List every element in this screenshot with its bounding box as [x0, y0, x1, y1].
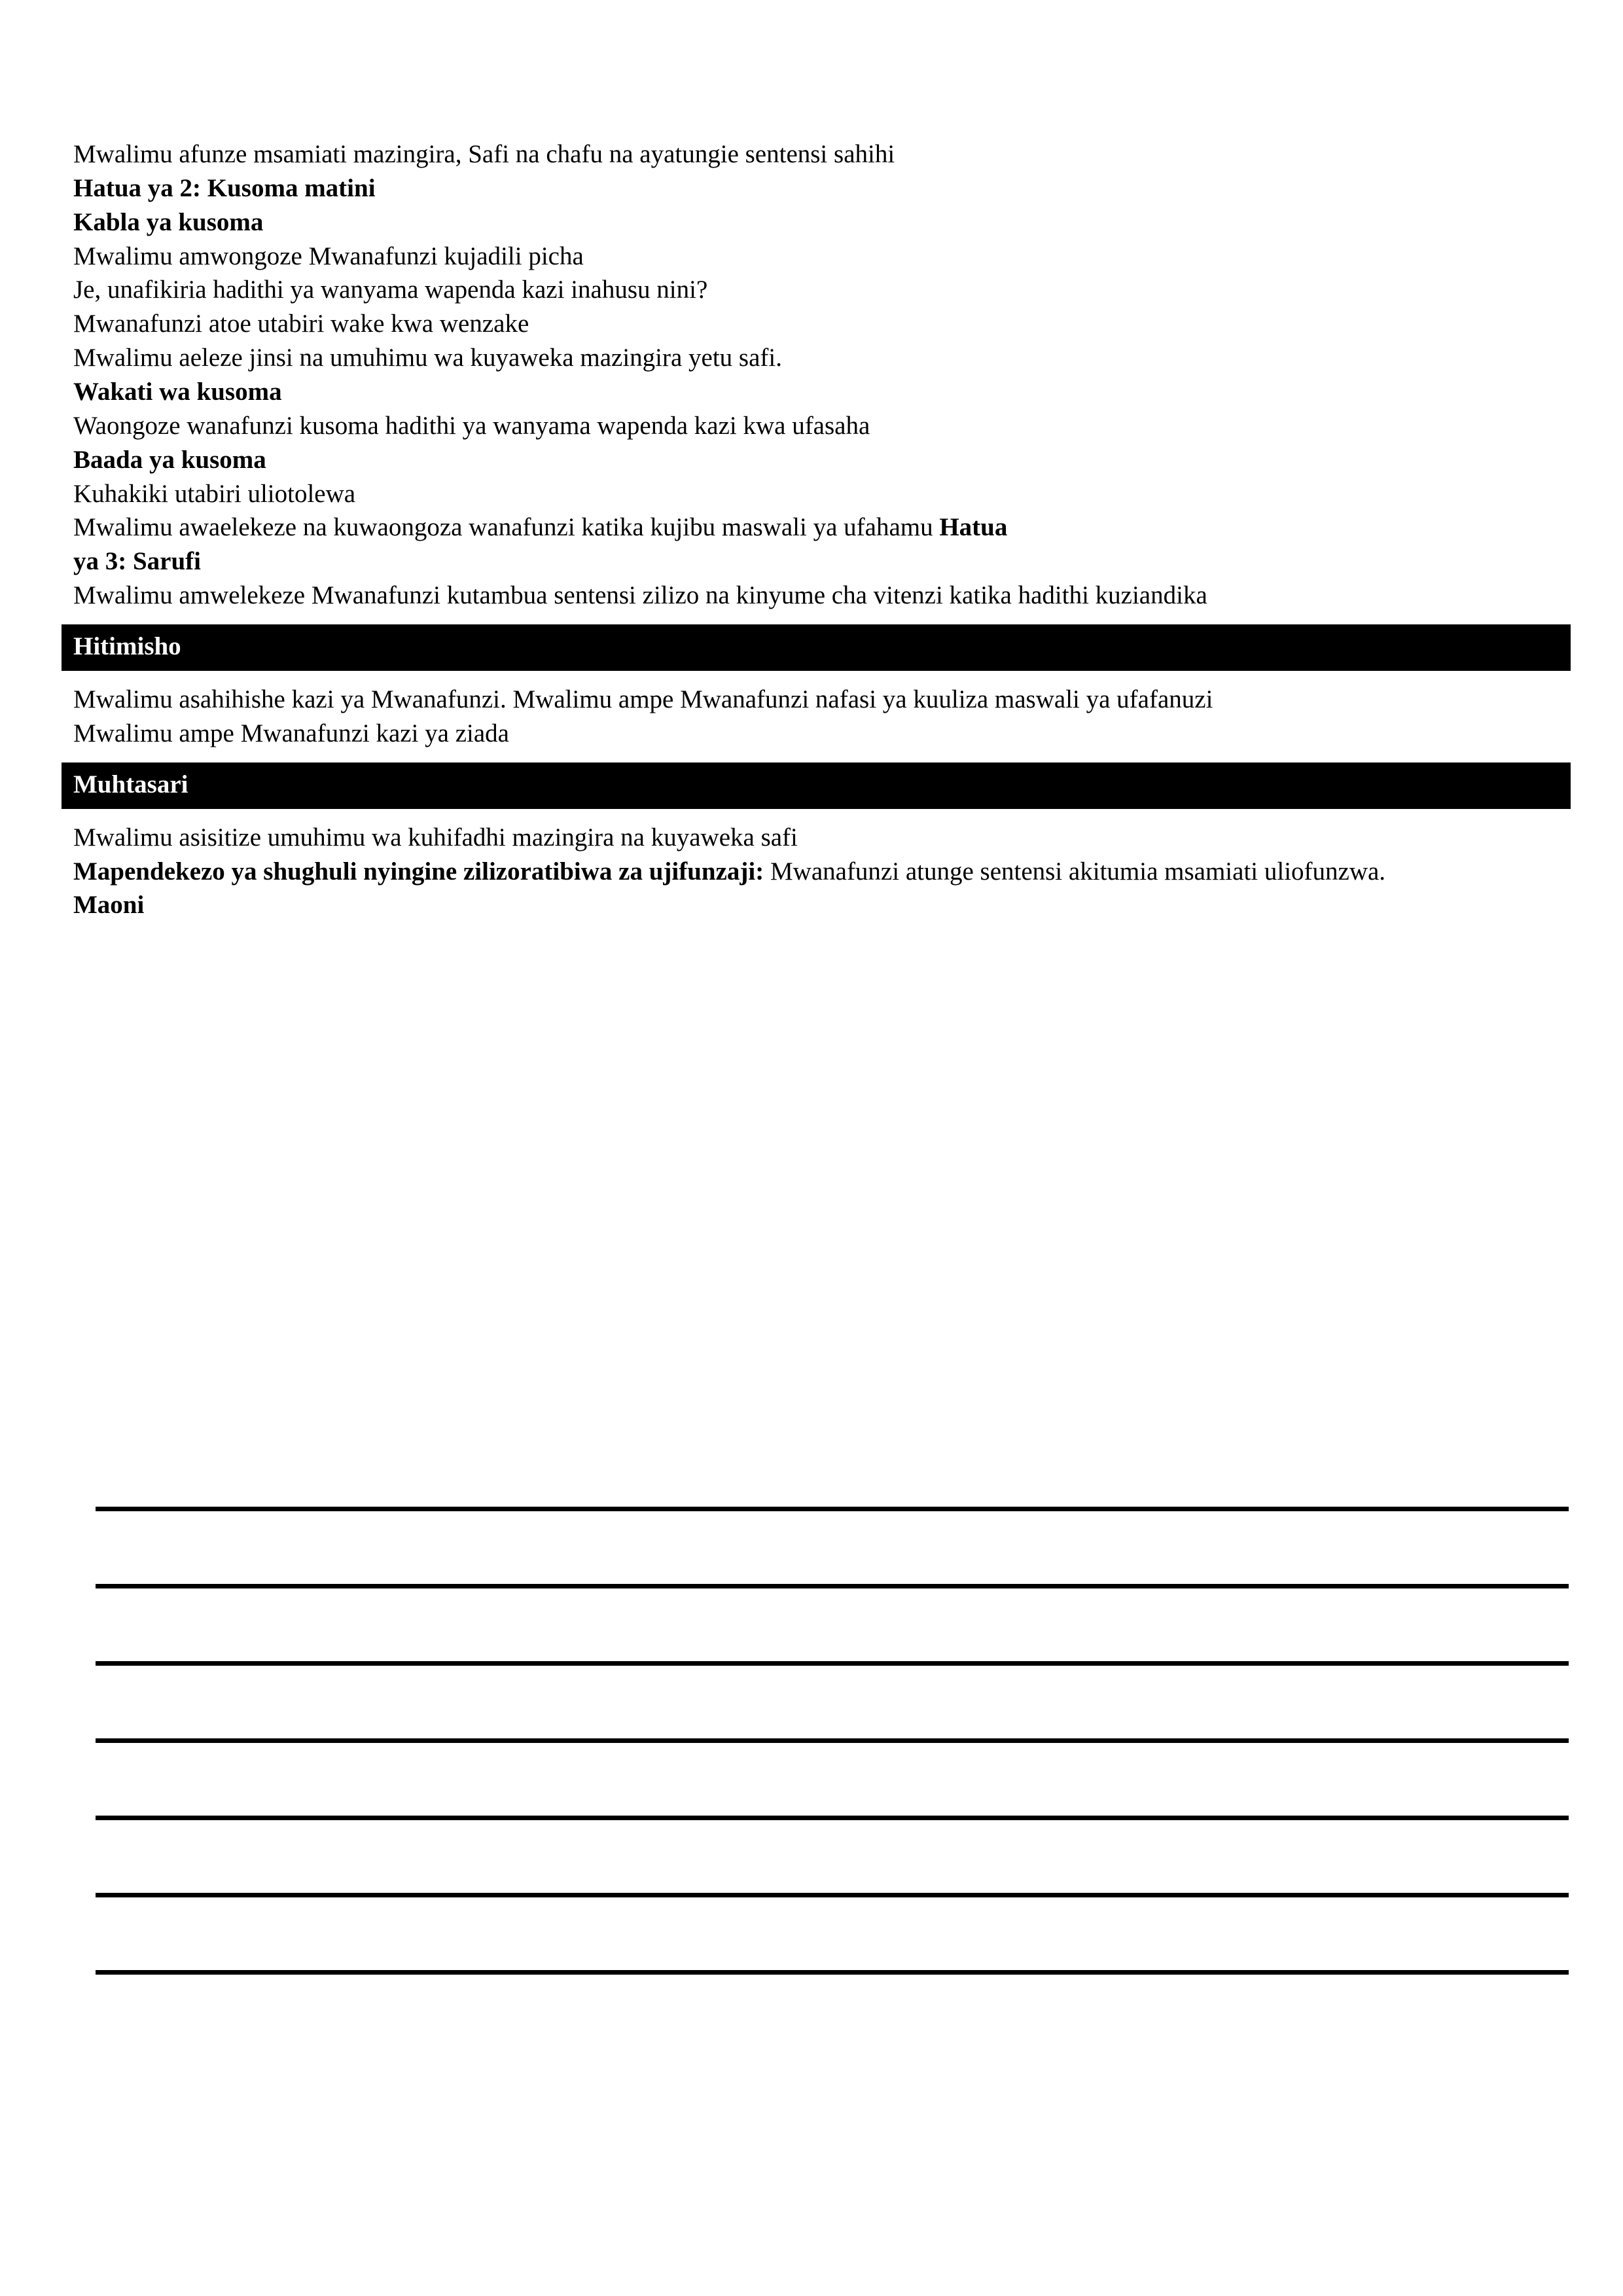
- paragraph-extra-work: Mwalimu ampe Mwanafunzi kazi ya ziada: [73, 719, 509, 747]
- paragraph-guided-reading: Waongoze wanafunzi kusoma hadithi ya wanyama wapenda kazi kwa ufasaha: [73, 411, 870, 440]
- paragraph-prediction-question: Je, unafikiria hadithi ya wanyama wapenda kazi inahusu nini?: [73, 276, 708, 304]
- paragraph-discuss-picture: Mwalimu amwongoze Mwanafunzi kujadili picha: [73, 242, 584, 270]
- answer-line[interactable]: [96, 1816, 1569, 1820]
- paragraph-teacher-marks-work: Mwalimu asahihishe kazi ya Mwanafunzi. Mwalimu ampe Mwanafunzi nafasi ya kuuliza maswali ya ufafanuzi: [73, 685, 1213, 714]
- paragraph-grammar-task: Mwalimu amwelekeze Mwanafunzi kutambua sentensi zilizo na kinyume cha vitenzi katika hadithi kuziandika: [73, 581, 1207, 610]
- answer-line[interactable]: [96, 1584, 1569, 1588]
- paragraph-comprehension-text: Mwalimu awaelekeze na kuwaongoza wanafunzi katika kujibu maswali ya ufahamu: [73, 513, 940, 542]
- answer-line[interactable]: [96, 1893, 1569, 1897]
- document-body: [73, 137, 1571, 922]
- comment-answer-lines: [96, 1507, 1569, 1975]
- paragraph-vocabulary-objective: Mwalimu afunze msamiati mazingira, Safi na chafu na ayatungie sentensi sahihi: [73, 140, 895, 168]
- paragraph-recommended-activities: [73, 855, 1571, 889]
- label-mapendekezo: Mapendekezo ya shughuli nyingine zilizoratibiwa za ujifunzaji:: [73, 857, 764, 886]
- heading-kabla-ya-kusoma: Kabla ya kusoma: [73, 207, 264, 236]
- section-banner-hitimisho: Hitimisho: [62, 624, 1571, 671]
- paragraph-student-prediction: Mwanafunzi atoe utabiri wake kwa wenzake: [73, 310, 529, 338]
- paragraph-recommended-activities-text: Mwanafunzi atunge sentensi akitumia msamiati uliofunzwa.: [764, 857, 1386, 886]
- heading-ya-3-sarufi: ya 3: Sarufi: [73, 547, 201, 576]
- answer-line[interactable]: [96, 1661, 1569, 1666]
- heading-wakati-wa-kusoma: Wakati wa kusoma: [73, 378, 282, 406]
- answer-line[interactable]: [96, 1738, 1569, 1743]
- paragraph-environment-importance: Mwalimu aeleze jinsi na umuhimu wa kuyaweka mazingira yetu safi.: [73, 344, 782, 372]
- answer-line[interactable]: [96, 1970, 1569, 1975]
- section-banner-muhtasari: Muhtasari: [62, 762, 1571, 809]
- heading-hatua-fragment: Hatua: [939, 513, 1008, 542]
- paragraph-summary-emphasis: Mwalimu asisitize umuhimu wa kuhifadhi mazingira na kuyaweka safi: [73, 823, 798, 852]
- heading-baada-ya-kusoma: Baada ya kusoma: [73, 445, 266, 474]
- answer-line[interactable]: [96, 1507, 1569, 1511]
- paragraph-comprehension-questions: [73, 511, 1571, 545]
- heading-hatua-ya-2: Hatua ya 2: Kusoma matini: [73, 173, 376, 202]
- heading-maoni: Maoni: [73, 891, 145, 920]
- paragraph-verify-prediction: Kuhakiki utabiri uliotolewa: [73, 479, 356, 508]
